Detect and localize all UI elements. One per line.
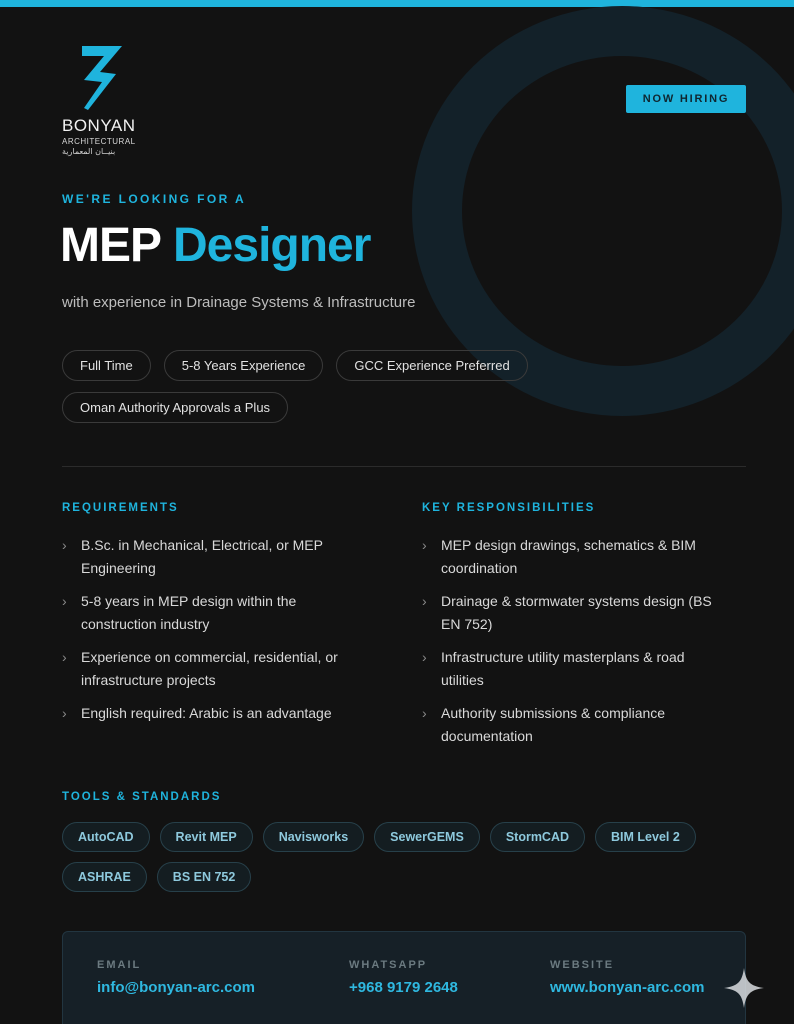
now-hiring-badge: NOW HIRING [626,85,746,113]
tool-chip: BS EN 752 [157,862,252,892]
chevron-right-icon: › [422,593,427,609]
email-label: EMAIL [97,959,142,971]
brand-subtitle: ARCHITECTURAL [62,137,136,146]
job-tags [62,350,562,423]
job-title [60,218,370,273]
contact-email [97,959,255,996]
tool-chip: BIM Level 2 [595,822,696,852]
brand-name: BONYAN [62,116,136,135]
tool-chip: SewerGEMS [374,822,480,852]
contact-whatsapp [349,959,458,996]
website-link[interactable]: www.bonyan-arc.com [550,979,705,996]
chevron-right-icon: › [62,705,67,721]
contact-website [550,959,704,996]
responsibilities-heading: KEY RESPONSIBILITIES [422,502,596,514]
tag-gcc: GCC Experience Preferred [336,350,527,381]
tag-experience: 5-8 Years Experience [164,350,324,381]
requirements-list [62,534,362,735]
chevron-right-icon: › [422,537,427,553]
chevron-right-icon: › [422,649,427,665]
job-subtitle: with experience in Drainage Systems & Infrastructure [62,294,416,311]
tag-employment-type: Full Time [62,350,151,381]
tool-chip: StormCAD [490,822,585,852]
chevron-right-icon: › [422,705,427,721]
list-item: › Infrastructure utility masterplans & road utilities [422,646,722,692]
job-title-part2: Designer [173,219,371,272]
tool-chip: Revit MEP [160,822,253,852]
requirements-heading: REQUIREMENTS [62,502,179,514]
contact-panel [62,931,746,1024]
job-title-part1: MEP [60,219,162,272]
tool-chip: Navisworks [263,822,364,852]
email-link[interactable]: info@bonyan-arc.com [97,979,255,996]
tool-chip: AutoCAD [62,822,150,852]
top-accent-bar [0,0,794,7]
website-label: WEBSITE [550,959,615,971]
responsibilities-list [422,534,722,758]
chevron-right-icon: › [62,593,67,609]
list-item: › B.Sc. in Mechanical, Electrical, or MEP Engineering [62,534,362,580]
whatsapp-label: WHATSAPP [349,959,428,971]
chevron-right-icon: › [62,649,67,665]
section-divider [62,466,746,467]
tool-chip: ASHRAE [62,862,147,892]
sparkle-icon [722,966,766,1010]
list-item: › Experience on commercial, residential, or infrastructure projects [62,646,362,692]
brand-arabic: بنيــان المعمارية [62,147,116,156]
list-item: › Drainage & stormwater systems design (BS EN 752) [422,590,722,636]
brand-logo [62,44,152,156]
list-item: › English required: Arabic is an advantage [62,702,362,725]
eyebrow-text: WE'RE LOOKING FOR A [62,192,247,206]
list-item: › 5-8 years in MEP design within the construction industry [62,590,362,636]
list-item: › MEP design drawings, schematics & BIM coordination [422,534,722,580]
tools-chips [62,822,722,892]
tag-oman-approvals: Oman Authority Approvals a Plus [62,392,288,423]
bonyan-logo-icon [78,44,124,112]
chevron-right-icon: › [62,537,67,553]
list-item: › Authority submissions & compliance documentation [422,702,722,748]
whatsapp-number[interactable]: +968 9179 2648 [349,979,458,996]
tools-heading: TOOLS & STANDARDS [62,791,222,803]
